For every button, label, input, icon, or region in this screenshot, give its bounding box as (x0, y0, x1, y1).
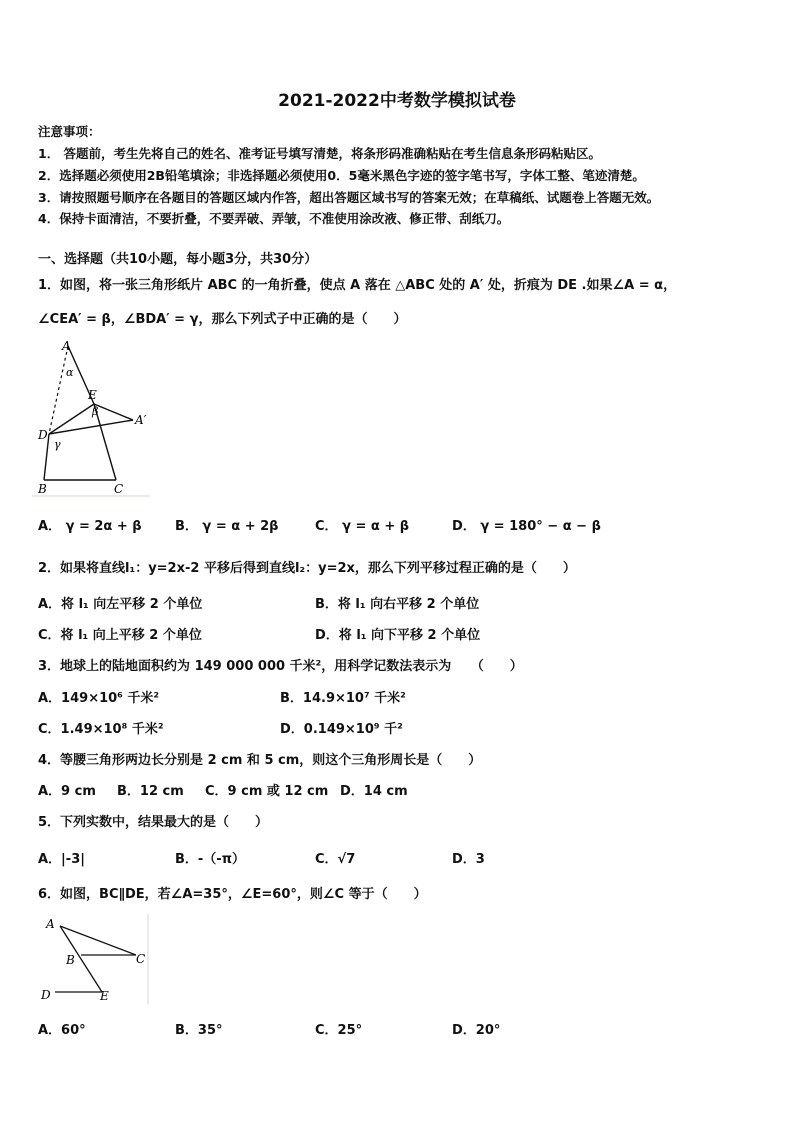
q3-option-a: A．149×10⁶ 千米² (38, 691, 160, 706)
q5-option-c: C．√7 (315, 852, 356, 867)
q6-option-c: C．25° (315, 1023, 363, 1038)
q1-label-A: A (62, 339, 71, 353)
q3-option-d: D．0.149×10⁹ 千² (280, 722, 403, 737)
q1-label-C: C (114, 482, 124, 496)
q2-text: 2．如果将直线l₁：y=2x-2 平移后得到直线l₂：y=2x，那么下列平移过程正确的是（ ） (38, 561, 576, 576)
q6-label-E: E (100, 989, 109, 1003)
q6-text: 6．如图，BC∥DE，若∠A=35°，∠E=60°，则∠C 等于（ ） (38, 887, 427, 902)
q1-label-Aprime: A′ (135, 413, 147, 427)
q1-text-line2: ∠CEA′ = β，∠BDA′ = γ，那么下列式子中正确的是（ ） (38, 312, 407, 327)
q3-text: 3．地球上的陆地面积约为 149 000 000 千米²，用科学记数法表示为 （ ） (38, 659, 523, 674)
q4-option-a: A．9 cm (38, 784, 96, 799)
q1-option-c: C． γ = α + β (315, 519, 410, 534)
q4-text: 4．等腰三角形两边长分别是 2 cm 和 5 cm，则这个三角形周长是（ ） (38, 753, 482, 768)
q6-option-b: B．35° (175, 1023, 223, 1038)
q1-label-B: B (38, 482, 47, 496)
q2-option-d: D．将 l₁ 向下平移 2 个单位 (315, 628, 481, 643)
q1-edge-EAp (94, 404, 133, 420)
q6-line-AC (60, 926, 136, 955)
q1-label-E: E (88, 388, 97, 402)
q5-option-d: D．3 (452, 852, 485, 867)
q1-figure (32, 338, 154, 504)
note-item-1: 1． 答题前，考生先将自己的姓名、准考证号填写清楚，将条形码准确粘贴在考生信息条形码粘贴区。 (38, 146, 602, 161)
q1-label-D: D (38, 428, 48, 442)
q2-option-a: A．将 l₁ 向左平移 2 个单位 (38, 597, 203, 612)
q6-label-D: D (41, 988, 51, 1002)
q1-option-a: A． γ = 2α + β (38, 519, 142, 534)
q1-text-line1: 1．如图，将一张三角形纸片 ABC 的一角折叠，使点 A 落在 △ABC 处的 A′ 处，折痕为 DE .如果∠A = α， (38, 278, 677, 293)
q6-label-A: A (46, 917, 55, 931)
q6-figure (36, 912, 150, 1004)
q6-label-C: C (136, 952, 146, 966)
q1-dashed-AD (49, 346, 68, 434)
q6-option-d: D．20° (452, 1023, 501, 1038)
q1-option-b: B． γ = α + 2β (175, 519, 279, 534)
q1-label-gamma: γ (54, 438, 61, 451)
q5-option-a: A．|-3| (38, 852, 85, 867)
q1-label-beta: β (92, 405, 99, 418)
q3-option-b: B．14.9×10⁷ 千米² (280, 691, 406, 706)
q1-label-alpha: α (66, 366, 74, 379)
q2-option-b: B．将 l₁ 向右平移 2 个单位 (315, 597, 480, 612)
note-item-3: 3．请按照题号顺序在各题目的答题区域内作答，超出答题区域书写的答案无效；在草稿纸、试题卷上答题无效。 (38, 190, 660, 205)
q6-option-a: A．60° (38, 1023, 86, 1038)
q6-label-B: B (66, 953, 75, 967)
note-item-4: 4．保持卡面清洁，不要折叠，不要弄破、弄皱，不准使用涂改液、修正带、刮纸刀。 (38, 211, 510, 226)
q1-edge-DAp (49, 420, 133, 434)
q5-option-b: B．-（-π） (175, 852, 245, 867)
q4-option-b: B．12 cm (117, 784, 184, 799)
q4-option-d: D．14 cm (340, 784, 408, 799)
section-heading: 一、选择题（共10小题，每小题3分，共30分） (38, 252, 318, 267)
q4-option-c: C．9 cm 或 12 cm (205, 784, 329, 799)
q3-option-c: C．1.49×10⁸ 千米² (38, 722, 164, 737)
q5-text: 5．下列实数中，结果最大的是（ ） (38, 815, 269, 830)
q1-crease-DE (49, 404, 94, 434)
note-item-2: 2．选择题必须使用2B铅笔填涂；非选择题必须使用0．5毫米黑色字迹的签字笔书写，字体工整、笔迹清楚。 (38, 168, 645, 183)
page-title: 2021-2022中考数学模拟试卷 (278, 91, 516, 111)
q1-option-d: D． γ = 180° − α − β (452, 519, 601, 534)
notes-heading: 注意事项： (38, 124, 101, 139)
q2-option-c: C．将 l₁ 向上平移 2 个单位 (38, 628, 202, 643)
